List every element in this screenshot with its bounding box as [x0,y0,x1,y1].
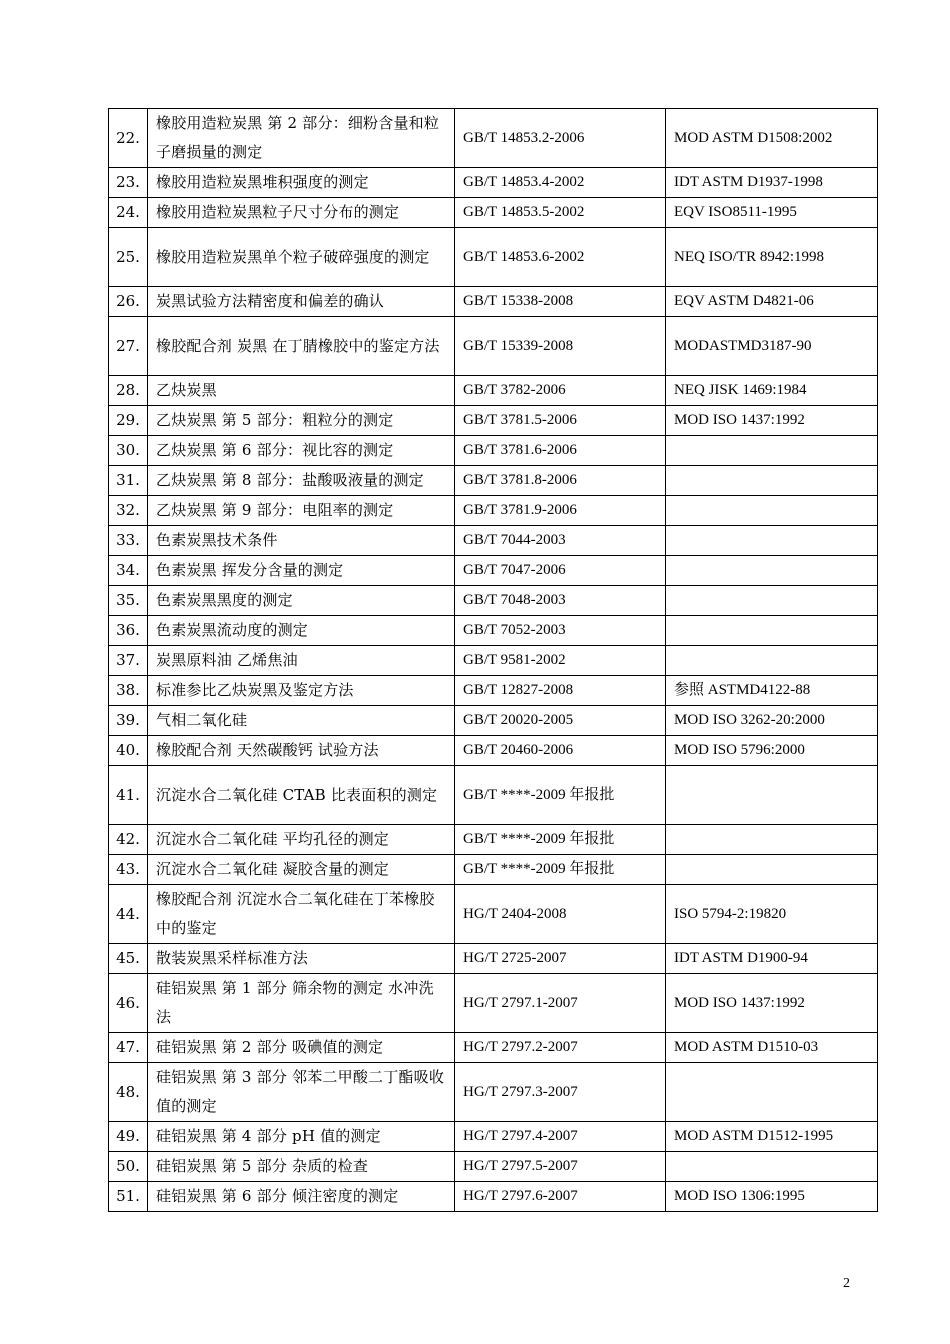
standard-name: 橡胶配合剂 天然碳酸钙 试验方法 [148,736,455,766]
standard-code: GB/T 7052-2003 [455,616,666,646]
table-row [109,825,878,855]
standard-name: 硅铝炭黑 第 1 部分 筛余物的测定 水冲洗法 [148,974,455,1033]
row-number: 32. [109,496,148,526]
table-row [109,317,878,376]
standard-code: HG/T 2404-2008 [455,885,666,944]
table-row [109,736,878,766]
row-number: 25. [109,228,148,287]
row-number: 43. [109,855,148,885]
row-number: 23. [109,168,148,198]
standard-name: 色素炭黑黑度的测定 [148,586,455,616]
standard-code: HG/T 2797.5-2007 [455,1152,666,1182]
standard-name: 沉淀水合二氧化硅 CTAB 比表面积的测定 [148,766,455,825]
table-row [109,676,878,706]
adopted-standard: NEQ JISK 1469:1984 [666,376,878,406]
standard-name: 硅铝炭黑 第 6 部分 倾注密度的测定 [148,1182,455,1212]
adopted-standard: IDT ASTM D1900-94 [666,944,878,974]
table-row [109,855,878,885]
standard-code: GB/T 14853.5-2002 [455,198,666,228]
standard-code: GB/T 20020-2005 [455,706,666,736]
standard-code: GB/T ****-2009 年报批 [455,825,666,855]
adopted-standard: 参照 ASTMD4122-88 [666,676,878,706]
adopted-standard: MOD ISO 3262-20:2000 [666,706,878,736]
standard-code: GB/T 20460-2006 [455,736,666,766]
row-number: 51. [109,1182,148,1212]
standard-code: HG/T 2797.4-2007 [455,1122,666,1152]
standard-name: 硅铝炭黑 第 5 部分 杂质的检查 [148,1152,455,1182]
adopted-standard: NEQ ISO/TR 8942:1998 [666,228,878,287]
standard-name: 橡胶用造粒炭黑 第 2 部分：细粉含量和粒子磨损量的测定 [148,109,455,168]
adopted-standard [666,766,878,825]
row-number: 24. [109,198,148,228]
standard-code: GB/T 12827-2008 [455,676,666,706]
standard-code: GB/T 15338-2008 [455,287,666,317]
adopted-standard [666,616,878,646]
table-row [109,586,878,616]
table-row [109,1063,878,1122]
row-number: 39. [109,706,148,736]
standard-name: 色素炭黑 挥发分含量的测定 [148,556,455,586]
standard-code: GB/T 14853.6-2002 [455,228,666,287]
standard-name: 橡胶用造粒炭黑单个粒子破碎强度的测定 [148,228,455,287]
row-number: 47. [109,1033,148,1063]
standard-code: HG/T 2797.2-2007 [455,1033,666,1063]
standard-code: GB/T 3781.6-2006 [455,436,666,466]
adopted-standard: MODASTMD3187-90 [666,317,878,376]
standard-name: 标准参比乙炔炭黑及鉴定方法 [148,676,455,706]
standard-name: 色素炭黑流动度的测定 [148,616,455,646]
standard-code: HG/T 2797.3-2007 [455,1063,666,1122]
standard-code: HG/T 2797.6-2007 [455,1182,666,1212]
table-row [109,198,878,228]
table-row [109,885,878,944]
standard-name: 乙炔炭黑 第 5 部分：粗粒分的测定 [148,406,455,436]
table-row [109,168,878,198]
row-number: 49. [109,1122,148,1152]
standard-name: 橡胶用造粒炭黑堆积强度的测定 [148,168,455,198]
table-row [109,406,878,436]
adopted-standard [666,496,878,526]
adopted-standard [666,526,878,556]
adopted-standard: EQV ISO8511-1995 [666,198,878,228]
standard-code: GB/T 15339-2008 [455,317,666,376]
table-row [109,766,878,825]
table-row [109,706,878,736]
standard-code: GB/T 14853.4-2002 [455,168,666,198]
standard-name: 炭黑试验方法精密度和偏差的确认 [148,287,455,317]
standard-code: GB/T ****-2009 年报批 [455,766,666,825]
standard-name: 乙炔炭黑 [148,376,455,406]
adopted-standard: MOD ASTM D1508:2002 [666,109,878,168]
row-number: 44. [109,885,148,944]
adopted-standard [666,466,878,496]
standard-name: 橡胶用造粒炭黑粒子尺寸分布的测定 [148,198,455,228]
adopted-standard [666,586,878,616]
adopted-standard [666,855,878,885]
table-row [109,376,878,406]
standard-name: 沉淀水合二氧化硅 凝胶含量的测定 [148,855,455,885]
standard-code: GB/T 3781.5-2006 [455,406,666,436]
standard-name: 乙炔炭黑 第 6 部分：视比容的测定 [148,436,455,466]
table-row [109,228,878,287]
table-row [109,526,878,556]
row-number: 45. [109,944,148,974]
standard-name: 硅铝炭黑 第 4 部分 pH 值的测定 [148,1122,455,1152]
standard-code: GB/T 9581-2002 [455,646,666,676]
row-number: 28. [109,376,148,406]
standard-name: 色素炭黑技术条件 [148,526,455,556]
row-number: 46. [109,974,148,1033]
table-row [109,1033,878,1063]
table-row [109,496,878,526]
standard-code: GB/T 7047-2006 [455,556,666,586]
standard-name: 乙炔炭黑 第 9 部分：电阻率的测定 [148,496,455,526]
adopted-standard [666,646,878,676]
standard-name: 橡胶配合剂 沉淀水合二氧化硅在丁苯橡胶中的鉴定 [148,885,455,944]
adopted-standard [666,556,878,586]
standard-code: GB/T 14853.2-2006 [455,109,666,168]
standard-name: 硅铝炭黑 第 2 部分 吸碘值的测定 [148,1033,455,1063]
standard-name: 硅铝炭黑 第 3 部分 邻苯二甲酸二丁酯吸收值的测定 [148,1063,455,1122]
standard-code: GB/T 3781.9-2006 [455,496,666,526]
row-number: 26. [109,287,148,317]
row-number: 22. [109,109,148,168]
row-number: 35. [109,586,148,616]
row-number: 36. [109,616,148,646]
row-number: 29. [109,406,148,436]
adopted-standard: MOD ASTM D1510-03 [666,1033,878,1063]
row-number: 40. [109,736,148,766]
standard-name: 沉淀水合二氧化硅 平均孔径的测定 [148,825,455,855]
adopted-standard: MOD ISO 1437:1992 [666,406,878,436]
standard-code: GB/T 3781.8-2006 [455,466,666,496]
row-number: 34. [109,556,148,586]
table-row [109,287,878,317]
table-row [109,1152,878,1182]
standard-code: HG/T 2797.1-2007 [455,974,666,1033]
row-number: 42. [109,825,148,855]
adopted-standard [666,825,878,855]
standard-name: 炭黑原料油 乙烯焦油 [148,646,455,676]
adopted-standard [666,1063,878,1122]
table-row [109,436,878,466]
adopted-standard: MOD ISO 5796:2000 [666,736,878,766]
row-number: 50. [109,1152,148,1182]
standard-code: GB/T 7048-2003 [455,586,666,616]
table-row [109,556,878,586]
row-number: 31. [109,466,148,496]
page-number: 2 [843,1276,850,1291]
table-row [109,466,878,496]
standards-table [108,108,878,1212]
adopted-standard: EQV ASTM D4821-06 [666,287,878,317]
table-row [109,974,878,1033]
standard-code: GB/T 7044-2003 [455,526,666,556]
standard-name: 乙炔炭黑 第 8 部分：盐酸吸液量的测定 [148,466,455,496]
table-row [109,1182,878,1212]
standard-name: 散装炭黑采样标准方法 [148,944,455,974]
table-row [109,109,878,168]
row-number: 30. [109,436,148,466]
table-row [109,944,878,974]
standard-code: HG/T 2725-2007 [455,944,666,974]
row-number: 41. [109,766,148,825]
adopted-standard [666,436,878,466]
table-row [109,646,878,676]
adopted-standard: ISO 5794-2:19820 [666,885,878,944]
row-number: 33. [109,526,148,556]
table-row [109,1122,878,1152]
standard-name: 气相二氧化硅 [148,706,455,736]
row-number: 38. [109,676,148,706]
adopted-standard: MOD ASTM D1512-1995 [666,1122,878,1152]
table-row [109,616,878,646]
adopted-standard: MOD ISO 1306:1995 [666,1182,878,1212]
standard-name: 橡胶配合剂 炭黑 在丁腈橡胶中的鉴定方法 [148,317,455,376]
row-number: 37. [109,646,148,676]
standard-code: GB/T 3782-2006 [455,376,666,406]
row-number: 27. [109,317,148,376]
standard-code: GB/T ****-2009 年报批 [455,855,666,885]
adopted-standard: MOD ISO 1437:1992 [666,974,878,1033]
adopted-standard: IDT ASTM D1937-1998 [666,168,878,198]
adopted-standard [666,1152,878,1182]
row-number: 48. [109,1063,148,1122]
